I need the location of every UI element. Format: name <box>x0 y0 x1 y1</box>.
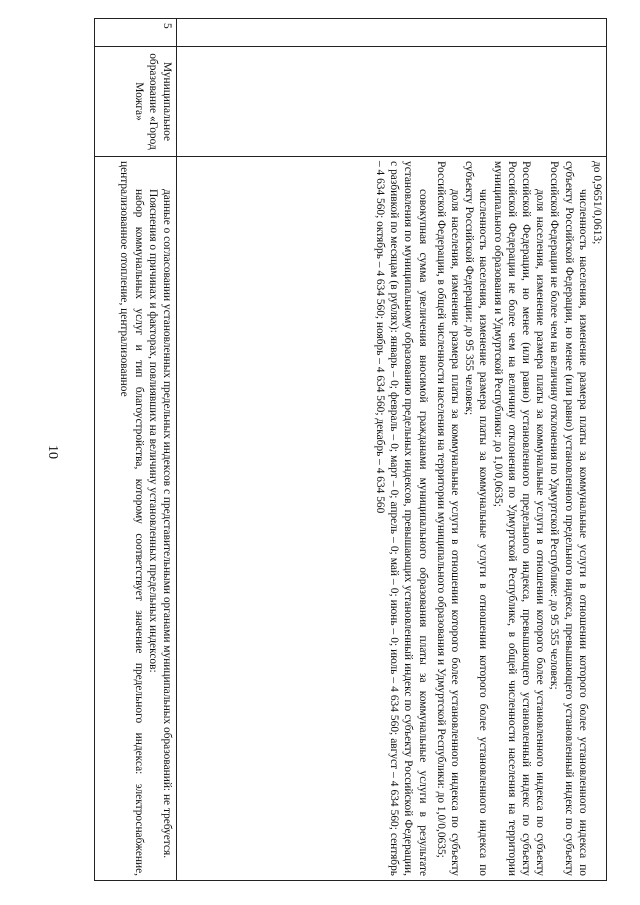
indicator-paragraph: данные о согласовании установленных предельных индексов с представительными органами муниципальных образований: не требуется. <box>161 189 173 859</box>
indicators-cell <box>177 157 607 881</box>
indicators-cell <box>95 157 177 881</box>
indicator-paragraph: до 0,9651/0,0613; <box>591 161 603 245</box>
page-number: 10 <box>45 445 60 459</box>
municipality-name: Муниципальное образование «Город Можга» <box>95 47 177 157</box>
indicator-paragraph: численность населения, изменение размера платы за коммунальные услуги в отношении которого более установленного индекса по субъекту Российской Федерации: до 95 355 человек; <box>463 161 490 876</box>
indicator-paragraph: Пояснения о причинах и факторах, повлиявших на величину установленных предельных индексов: <box>146 189 159 673</box>
indicator-paragraph: совокупная сумма увеличения вносимой гражданами муниципального образования платы за коммунальные услуги в результате установления по муниципальному образованию предельных индексов, превышающих установленный индекс по субъекту Российской Федерации, с разбивкой по месяцам (в рублях): январь – 0; февраль – 0; март – 0; апрель – 0; май – 0; июнь – 0; июль – 4 634 560; август – 4 634 560; сентябрь – 4 634 560; октябрь – 4 634 560; ноябрь – 4 634 560; декабрь – 4 634 560 <box>373 161 429 876</box>
indices-table <box>94 18 607 881</box>
indicator-paragraph: доля населения, изменение размера платы за коммунальные услуги в отношении которого более установленного индекса по субъекту Российской Федерации, в общей численности населения на территории муниципального образования и Удмуртской Республики: до 1,0/0,0635; <box>434 161 461 876</box>
table-row <box>177 19 607 881</box>
municipality-cell-empty <box>177 47 607 157</box>
row-number-cell-empty <box>177 19 607 47</box>
row-number: 5 <box>95 19 177 47</box>
table-row <box>95 19 177 881</box>
rotated-page <box>95 18 607 880</box>
indicator-paragraph: доля населения, изменение размера платы за коммунальные услуги в отношении которого более установленного индекса по субъекту Российской Федерации, но менее (или равно) установленного предельного индекса, превышающего установленный индекс по субъекту Российской Федерации не более чем на величину отклонения по Удмуртской Республике, в общей численности населения на территории муниципального образования и Удмуртской Республики: до 1,0/0,0635; <box>491 161 547 876</box>
document-table-area <box>95 18 607 880</box>
indicator-paragraph: численность населения, изменение размера платы за коммунальные услуги в отношении которого более установленного индекса по субъекту Российской Федерации, но менее (или равно) установленного предельного индекса, превышающего установленный индекс по субъекту Российской Федерации не более чем на величину отклонения по Удмуртской Республике: до 95 355 человек; <box>548 161 589 876</box>
indicator-paragraph: набор коммунальных услуг и тип благоустройства, которому соответствует значение предельного индекса: электроснабжение, централизованное отопление, централизованное <box>118 161 145 876</box>
